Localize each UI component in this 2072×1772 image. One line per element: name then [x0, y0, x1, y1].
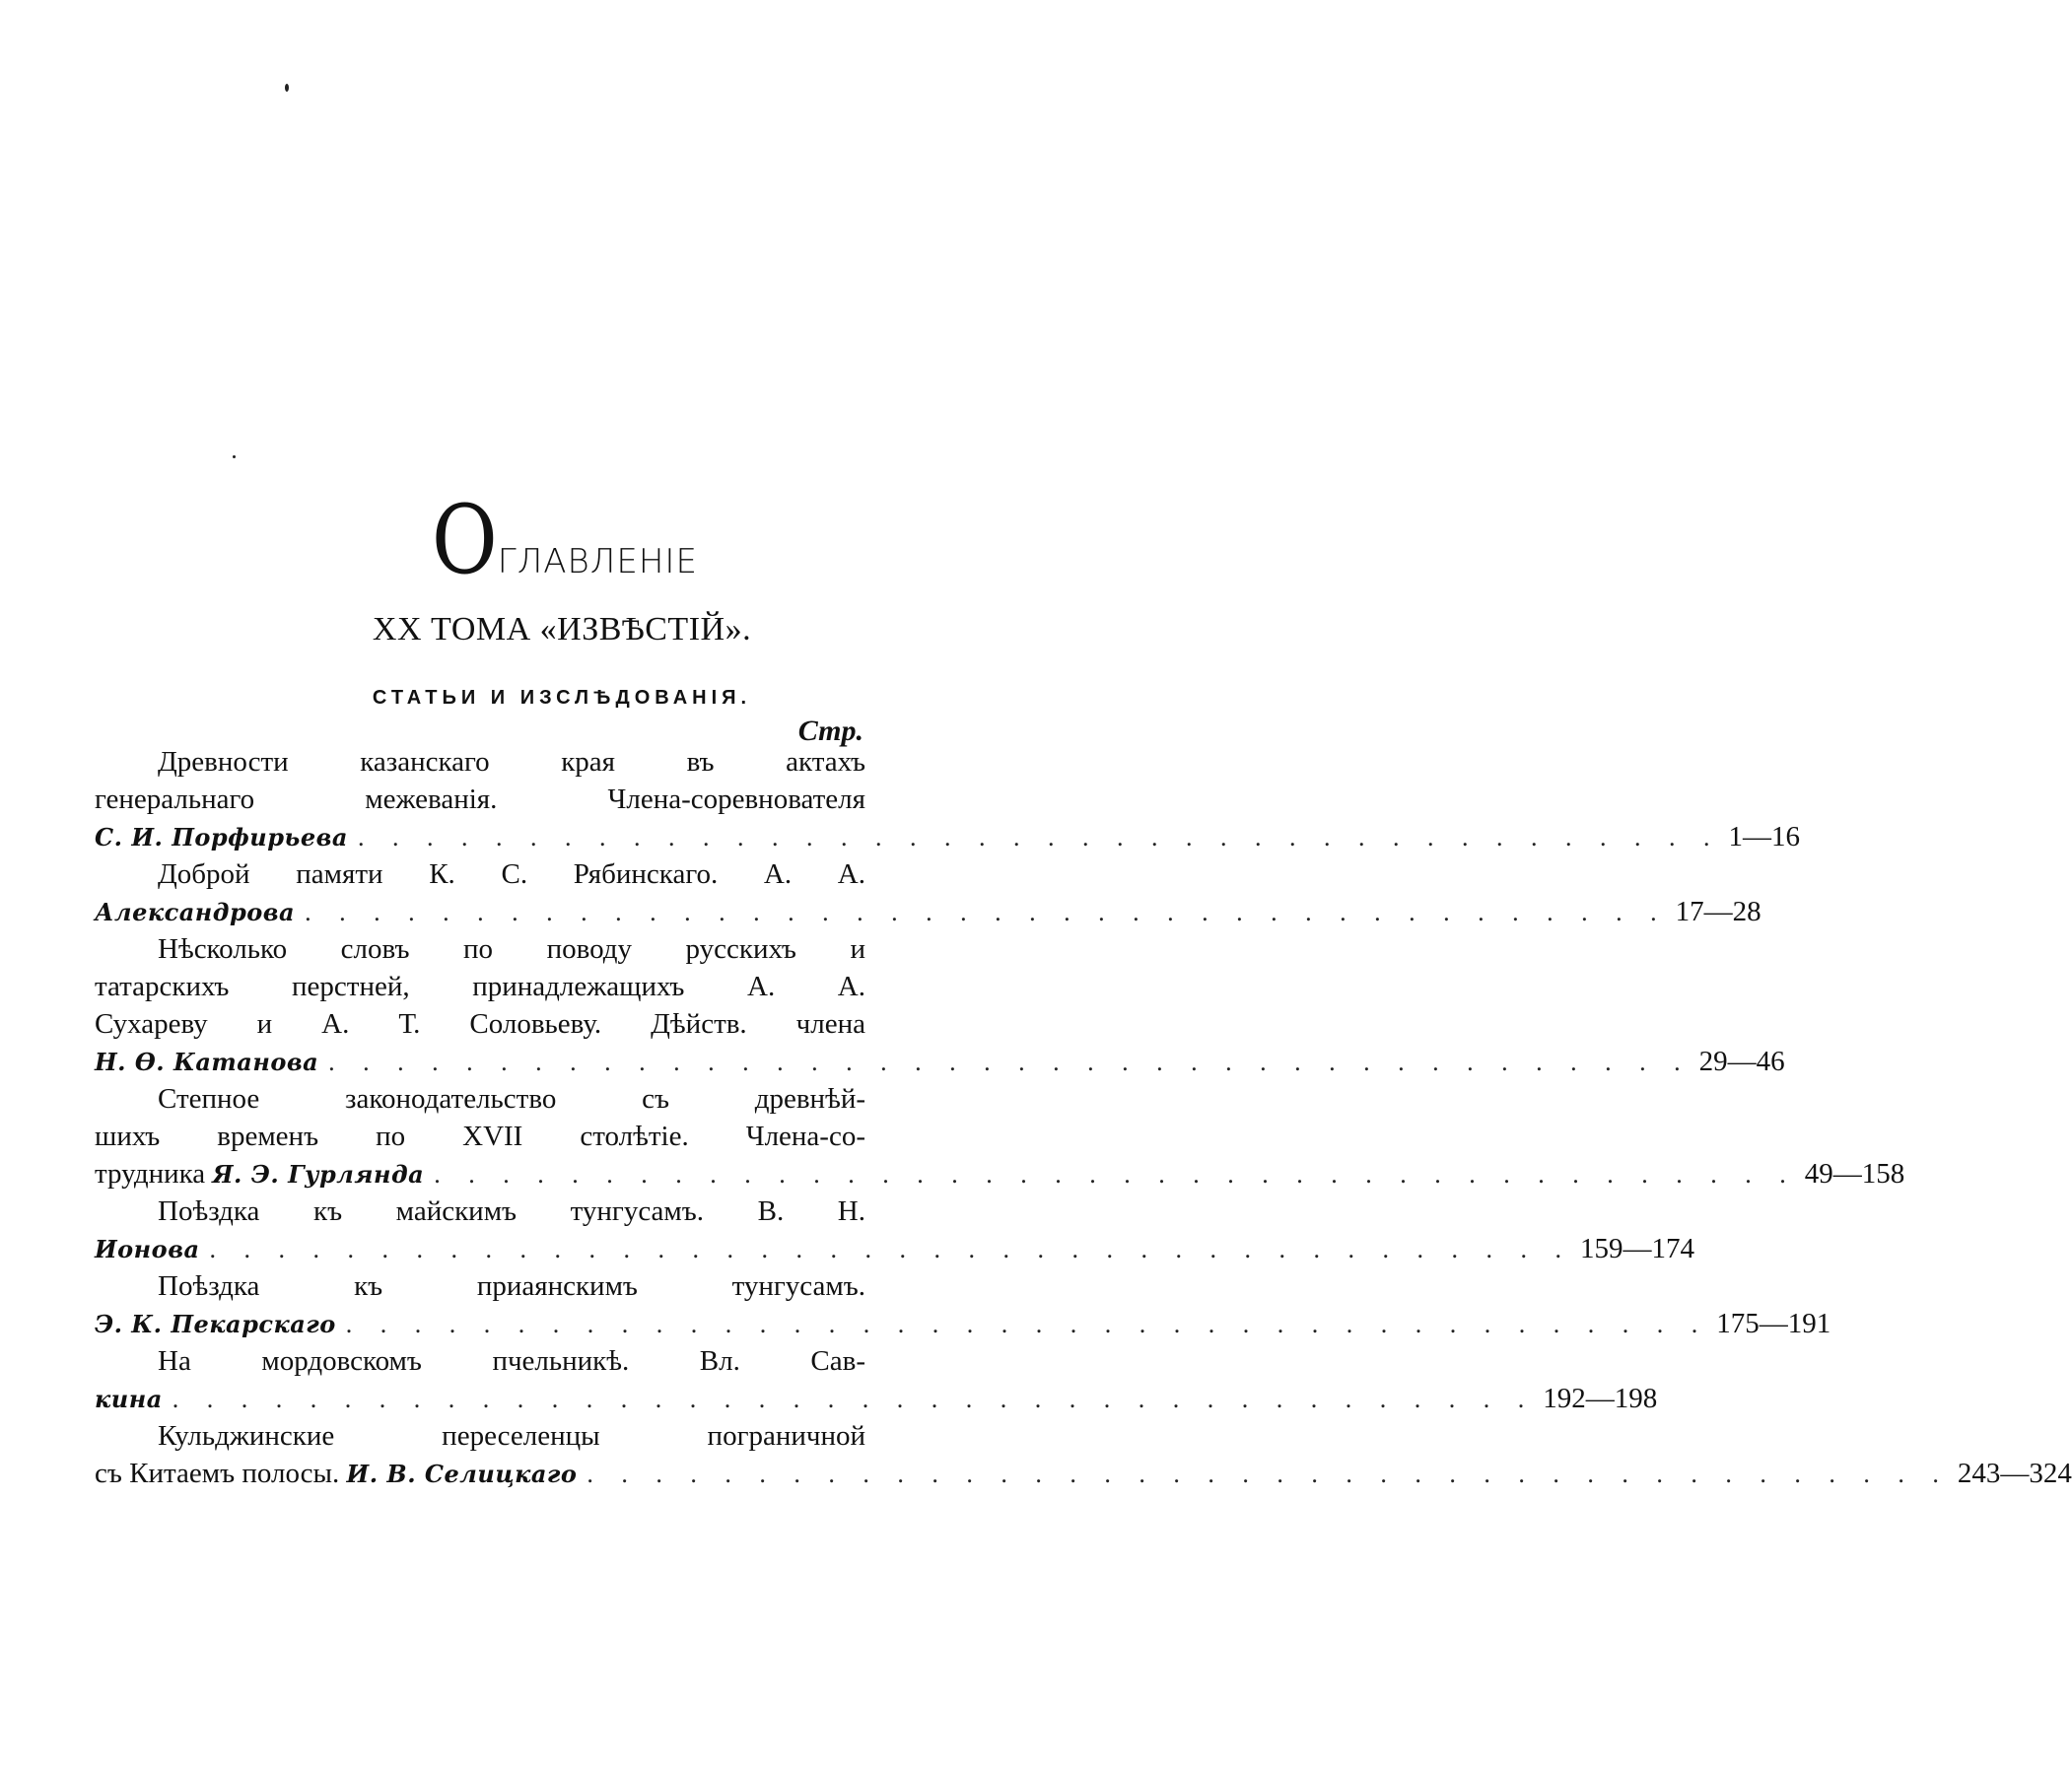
toc-entry-author: Ионова — [95, 1235, 200, 1263]
toc-entry — [95, 1080, 1905, 1193]
toc-entry-lead — [95, 1305, 336, 1343]
page-title — [0, 485, 1124, 595]
dot-leader: . . . . . . . . . . . . . . . . . . . . . . . . . . . . . . . . . . . . . . . . — [328, 1048, 1692, 1076]
toc-entry-pages: 192—198 — [1543, 1383, 1658, 1414]
toc-entry-text-line: Сухареву и А. Т. Соловьеву. Дѣйств. члена — [95, 1008, 865, 1040]
toc-entry-lead — [95, 893, 295, 931]
scan-speck — [233, 455, 236, 458]
toc-entry-lead — [95, 1455, 577, 1493]
toc-entry-last-line — [95, 893, 1761, 930]
toc-entry-author: Я. Э. Гурлянда — [212, 1160, 425, 1189]
toc-entry — [95, 930, 1785, 1080]
toc-entry-author: И. В. Селицкаго — [346, 1460, 578, 1488]
dot-leader: . . . . . . . . . . . . . . . . . . . . . . . . . . . . . . . . . . . . . . . . — [305, 898, 1668, 926]
toc-entry-text: съ Китаемъ полосы. — [95, 1458, 347, 1489]
toc-entry-text-line: татарскихъ перстней, принадлежащихъ А. А. — [95, 971, 865, 1002]
toc-entry-pages: 29—46 — [1698, 1046, 1785, 1077]
toc-entry — [95, 1193, 1694, 1267]
title-rest: ГЛАВЛЕНІЕ — [497, 542, 698, 581]
dot-leader: . . . . . . . . . . . . . . . . . . . . . . . . . . . . . . . . . . . . . . . . — [345, 1310, 1709, 1338]
section-heading: СТАТЬИ И ИЗСЛѢДОВАНІЯ. — [372, 687, 752, 709]
toc-entry-author: С. И. Порфирьева — [95, 823, 348, 852]
toc-entry-author: Н. Ѳ. Катанова — [95, 1048, 319, 1076]
toc-entry-text-line: Нѣсколько словъ по поводу русскихъ и — [158, 933, 865, 965]
toc-entry-text: трудника — [95, 1158, 213, 1190]
toc-entry-text-line: Поѣздка къ майскимъ тунгусамъ. В. Н. — [158, 1195, 865, 1227]
toc-entry-last-line — [95, 1380, 1658, 1417]
toc-entry-lead — [95, 1155, 424, 1193]
toc-entry-lead — [95, 1230, 200, 1268]
toc-entry-text-line: На мордовскомъ пчельникѣ. Вл. Сав- — [158, 1345, 865, 1377]
table-of-contents — [95, 743, 2072, 1492]
toc-entry-pages: 17—28 — [1675, 896, 1761, 927]
toc-entry-author: Александрова — [95, 898, 296, 926]
toc-entry-text-line: шихъ временъ по XVII столѣтіе. Члена-со- — [95, 1121, 865, 1152]
toc-entry-lead — [95, 1043, 318, 1081]
toc-entry-last-line — [95, 818, 1800, 855]
toc-entry-text-line: Поѣздка къ приаянскимъ тунгусамъ. — [158, 1270, 865, 1302]
toc-entry — [95, 1417, 2072, 1492]
toc-entry-author: кина — [95, 1385, 163, 1413]
dot-leader: . . . . . . . . . . . . . . . . . . . . . . . . . . . . . . . . . . . . . . . . — [357, 823, 1721, 852]
toc-entry-text-line: Древности казанскаго края въ актахъ — [158, 746, 865, 778]
dot-leader: . . . . . . . . . . . . . . . . . . . . . . . . . . . . . . . . . . . . . . . . — [209, 1235, 1572, 1263]
toc-entry — [95, 1342, 1658, 1417]
toc-entry — [95, 743, 1800, 855]
toc-entry-pages: 1—16 — [1728, 821, 1800, 852]
toc-entry-text-line: Кульджинские переселенцы пограничной — [158, 1420, 865, 1452]
toc-entry-lead — [95, 818, 348, 856]
volume-heading: XX ТОМА «ИЗВѢСТІЙ». — [372, 611, 752, 647]
toc-entry-last-line — [95, 1043, 1785, 1080]
dot-leader: . . . . . . . . . . . . . . . . . . . . . . . . . . . . . . . . . . . . . . . . — [587, 1460, 1950, 1488]
toc-entry-pages: 175—191 — [1716, 1308, 1831, 1339]
toc-entry-last-line — [95, 1305, 1831, 1342]
scan-speck — [285, 84, 289, 92]
toc-entry-author: Э. К. Пекарскаго — [95, 1310, 336, 1338]
toc-entry-text-line: Доброй памяти К. С. Рябинскаго. А. А. — [158, 858, 865, 890]
toc-entry-pages: 159—174 — [1580, 1233, 1694, 1264]
dot-leader: . . . . . . . . . . . . . . . . . . . . . . . . . . . . . . . . . . . . . . . . — [172, 1385, 1536, 1413]
toc-entry-last-line — [95, 1230, 1694, 1267]
toc-entry — [95, 855, 1761, 930]
toc-entry — [95, 1267, 1831, 1342]
toc-entry-text-line: Степное законодательство съ древнѣй- — [158, 1083, 865, 1115]
toc-entry-last-line — [95, 1455, 2072, 1492]
toc-entry-last-line — [95, 1155, 1905, 1193]
page-column-label: Стр. — [797, 715, 863, 747]
toc-entry-pages: 243—324 — [1957, 1458, 2072, 1489]
toc-entry-text-line: генеральнаго межеванія. Члена-соревнователя — [95, 784, 865, 815]
dot-leader: . . . . . . . . . . . . . . . . . . . . . . . . . . . . . . . . . . . . . . . . — [434, 1160, 1797, 1189]
title-initial: О — [431, 485, 498, 595]
toc-entry-lead — [95, 1380, 163, 1418]
toc-entry-pages: 49—158 — [1804, 1158, 1905, 1190]
